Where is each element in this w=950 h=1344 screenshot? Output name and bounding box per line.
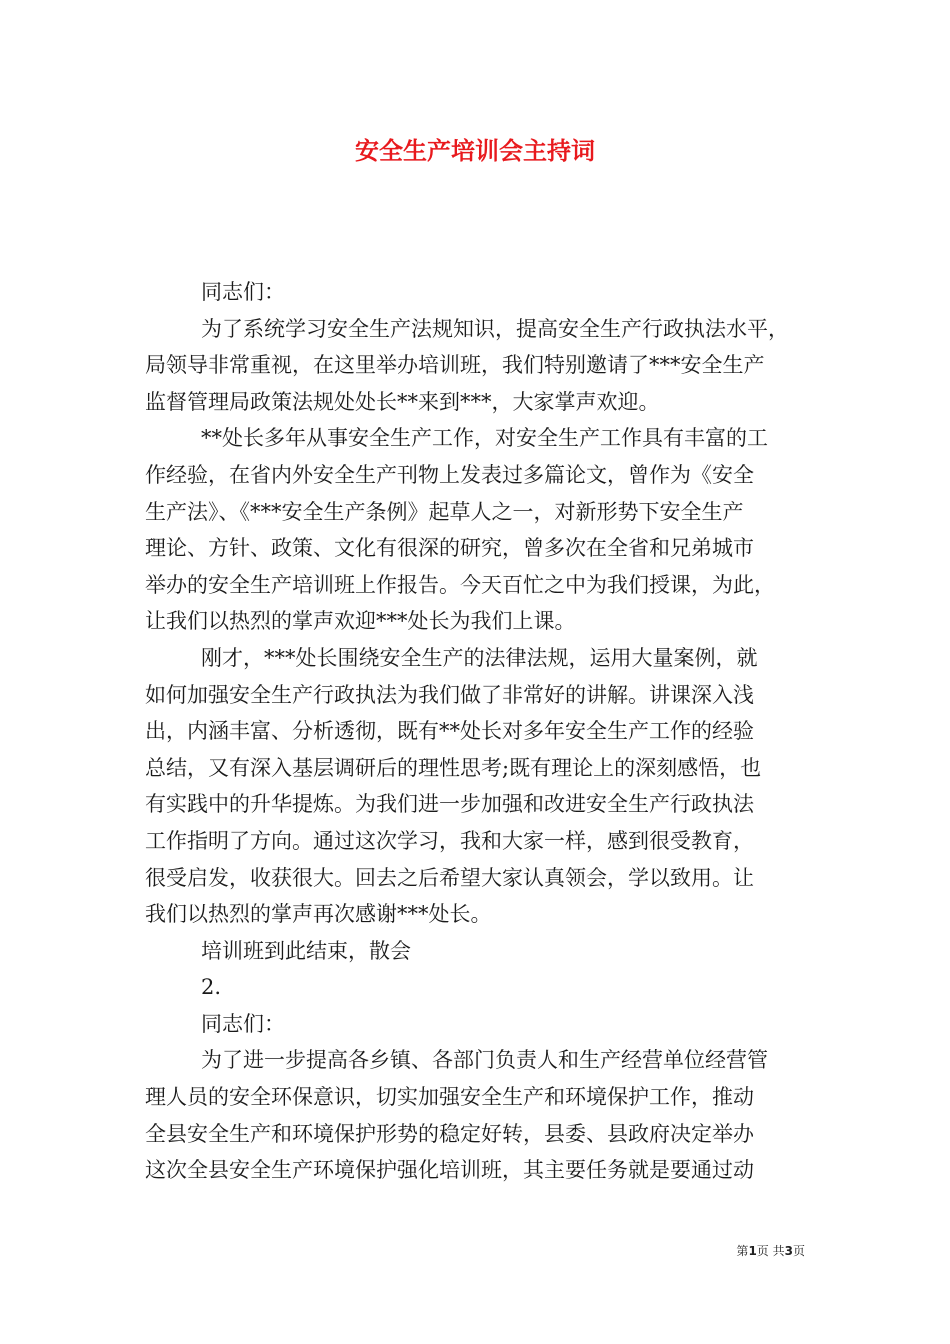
footer-suffix: 页 (792, 1244, 805, 1258)
paragraph-line: 理论、方针、政策、文化有很深的研究，曾多次在全省和兄弟城市 (145, 536, 754, 561)
paragraph-line: 出，内涵丰富、分析透彻，既有**处长对多年安全生产工作的经验 (145, 719, 754, 744)
paragraph-line: 举办的安全生产培训班上作报告。今天百忙之中为我们授课，为此， (145, 572, 775, 597)
footer-middle: 页 共 (756, 1244, 785, 1258)
paragraph-line: **处长多年从事安全生产工作，对安全生产工作具有丰富的工 (201, 426, 768, 451)
paragraph-line: 有实践中的升华提炼。为我们进一步加强和改进安全生产行政执法 (145, 792, 754, 817)
document-title: 安全生产培训会主持词 (355, 137, 595, 165)
paragraph-line: 总结，又有深入基层调研后的理性思考;既有理论上的深刻感悟，也 (145, 755, 762, 780)
section-number: 2. (201, 975, 222, 1000)
paragraph-line: 这次全县安全生产环境保护强化培训班，其主要任务就是要通过动 (145, 1158, 754, 1183)
paragraph-line: 监督管理局政策法规处处长**来到***，大家掌声欢迎。 (145, 389, 660, 414)
current-page-number: 1 (748, 1244, 757, 1258)
paragraph-line: 理人员的安全环保意识，切实加强安全生产和环境保护工作，推动 (145, 1085, 754, 1110)
paragraph-line: 全县安全生产和环境保护形势的稳定好转，县委、县政府决定举办 (145, 1121, 754, 1146)
paragraph-line: 局领导非常重视，在这里举办培训班，我们特别邀请了***安全生产 (145, 353, 765, 378)
salutation-line: 同志们： (201, 280, 285, 304)
closing-line: 培训班到此结束，散会 (201, 938, 411, 963)
footer-prefix: 第 (736, 1244, 749, 1258)
page-number-footer (736, 1243, 805, 1259)
paragraph-line: 作经验，在省内外安全生产刊物上发表过多篇论文，曾作为《安全 (145, 462, 754, 487)
paragraph-line: 让我们以热烈的掌声欢迎***处长为我们上课。 (145, 609, 576, 634)
paragraph-line: 工作指明了方向。通过这次学习，我和大家一样，感到很受教育， (145, 828, 754, 853)
paragraph-line: 生产法》、《***安全生产条例》起草人之一，对新形势下安全生产 (145, 499, 744, 524)
paragraph-line: 为了系统学习安全生产法规知识，提高安全生产行政执法水平， (201, 316, 789, 341)
paragraph-line: 刚才，***处长围绕安全生产的法律法规，运用大量案例，就 (201, 645, 758, 670)
total-page-number: 3 (784, 1244, 793, 1258)
paragraph-line: 很受启发，收获很大。回去之后希望大家认真领会，学以致用。让 (145, 865, 754, 890)
paragraph-line: 如何加强安全生产行政执法为我们做了非常好的讲解。讲课深入浅 (145, 682, 754, 707)
salutation-line: 同志们： (201, 1011, 285, 1036)
paragraph-line: 我们以热烈的掌声再次感谢***处长。 (145, 902, 492, 927)
document-body (145, 274, 807, 1189)
paragraph-line: 为了进一步提高各乡镇、各部门负责人和生产经营单位经营管 (201, 1048, 768, 1073)
